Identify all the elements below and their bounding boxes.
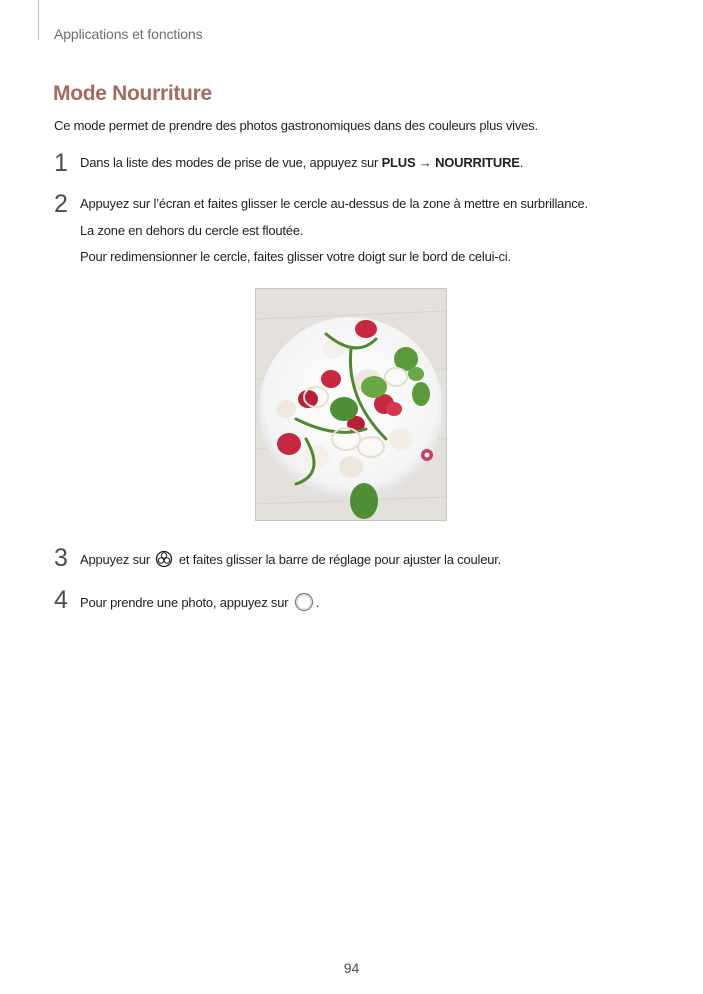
color-tone-icon: [155, 550, 173, 571]
food-mode-screenshot: [255, 288, 447, 521]
step-text: [80, 155, 523, 170]
section-title: Mode Nourriture: [53, 82, 212, 105]
step-2-note: Pour redimensionner le cercle, faites glisser votre doigt sur le bord de celui-ci.: [80, 249, 511, 264]
step-text: Appuyez sur l’écran et faites glisser le cercle au-dessus de la zone à mettre en surbrillance.: [80, 196, 588, 211]
menu-plus: PLUS: [381, 155, 416, 170]
page-number: 94: [343, 960, 360, 976]
salad-photo: [256, 289, 446, 520]
margin-rule: [38, 0, 39, 40]
shutter-icon: [294, 592, 314, 615]
page-header: Applications et fonctions: [54, 26, 203, 42]
step-text-part: .: [519, 155, 524, 170]
arrow: →: [415, 155, 436, 170]
step-number: 2: [54, 190, 68, 218]
menu-nourriture: NOURRITURE: [435, 155, 520, 170]
step-text-part: Appuyez sur: [80, 551, 154, 567]
step-text: [80, 550, 501, 571]
section-intro: Ce mode permet de prendre des photos gastronomiques dans des couleurs plus vives.: [54, 118, 538, 133]
step-2-note: La zone en dehors du cercle est floutée.: [80, 223, 304, 238]
step-number: 4: [54, 586, 68, 614]
step-text-part: et faites glisser la barre de réglage pour ajuster la couleur.: [175, 551, 502, 567]
step-text-part: Dans la liste des modes de prise de vue, appuyez sur: [80, 155, 382, 170]
step-text: [80, 592, 319, 615]
step-number: 1: [54, 149, 68, 177]
step-number: 3: [54, 544, 68, 572]
step-text-part: .: [315, 594, 320, 610]
step-text-part: Pour prendre une photo, appuyez sur: [80, 594, 292, 610]
